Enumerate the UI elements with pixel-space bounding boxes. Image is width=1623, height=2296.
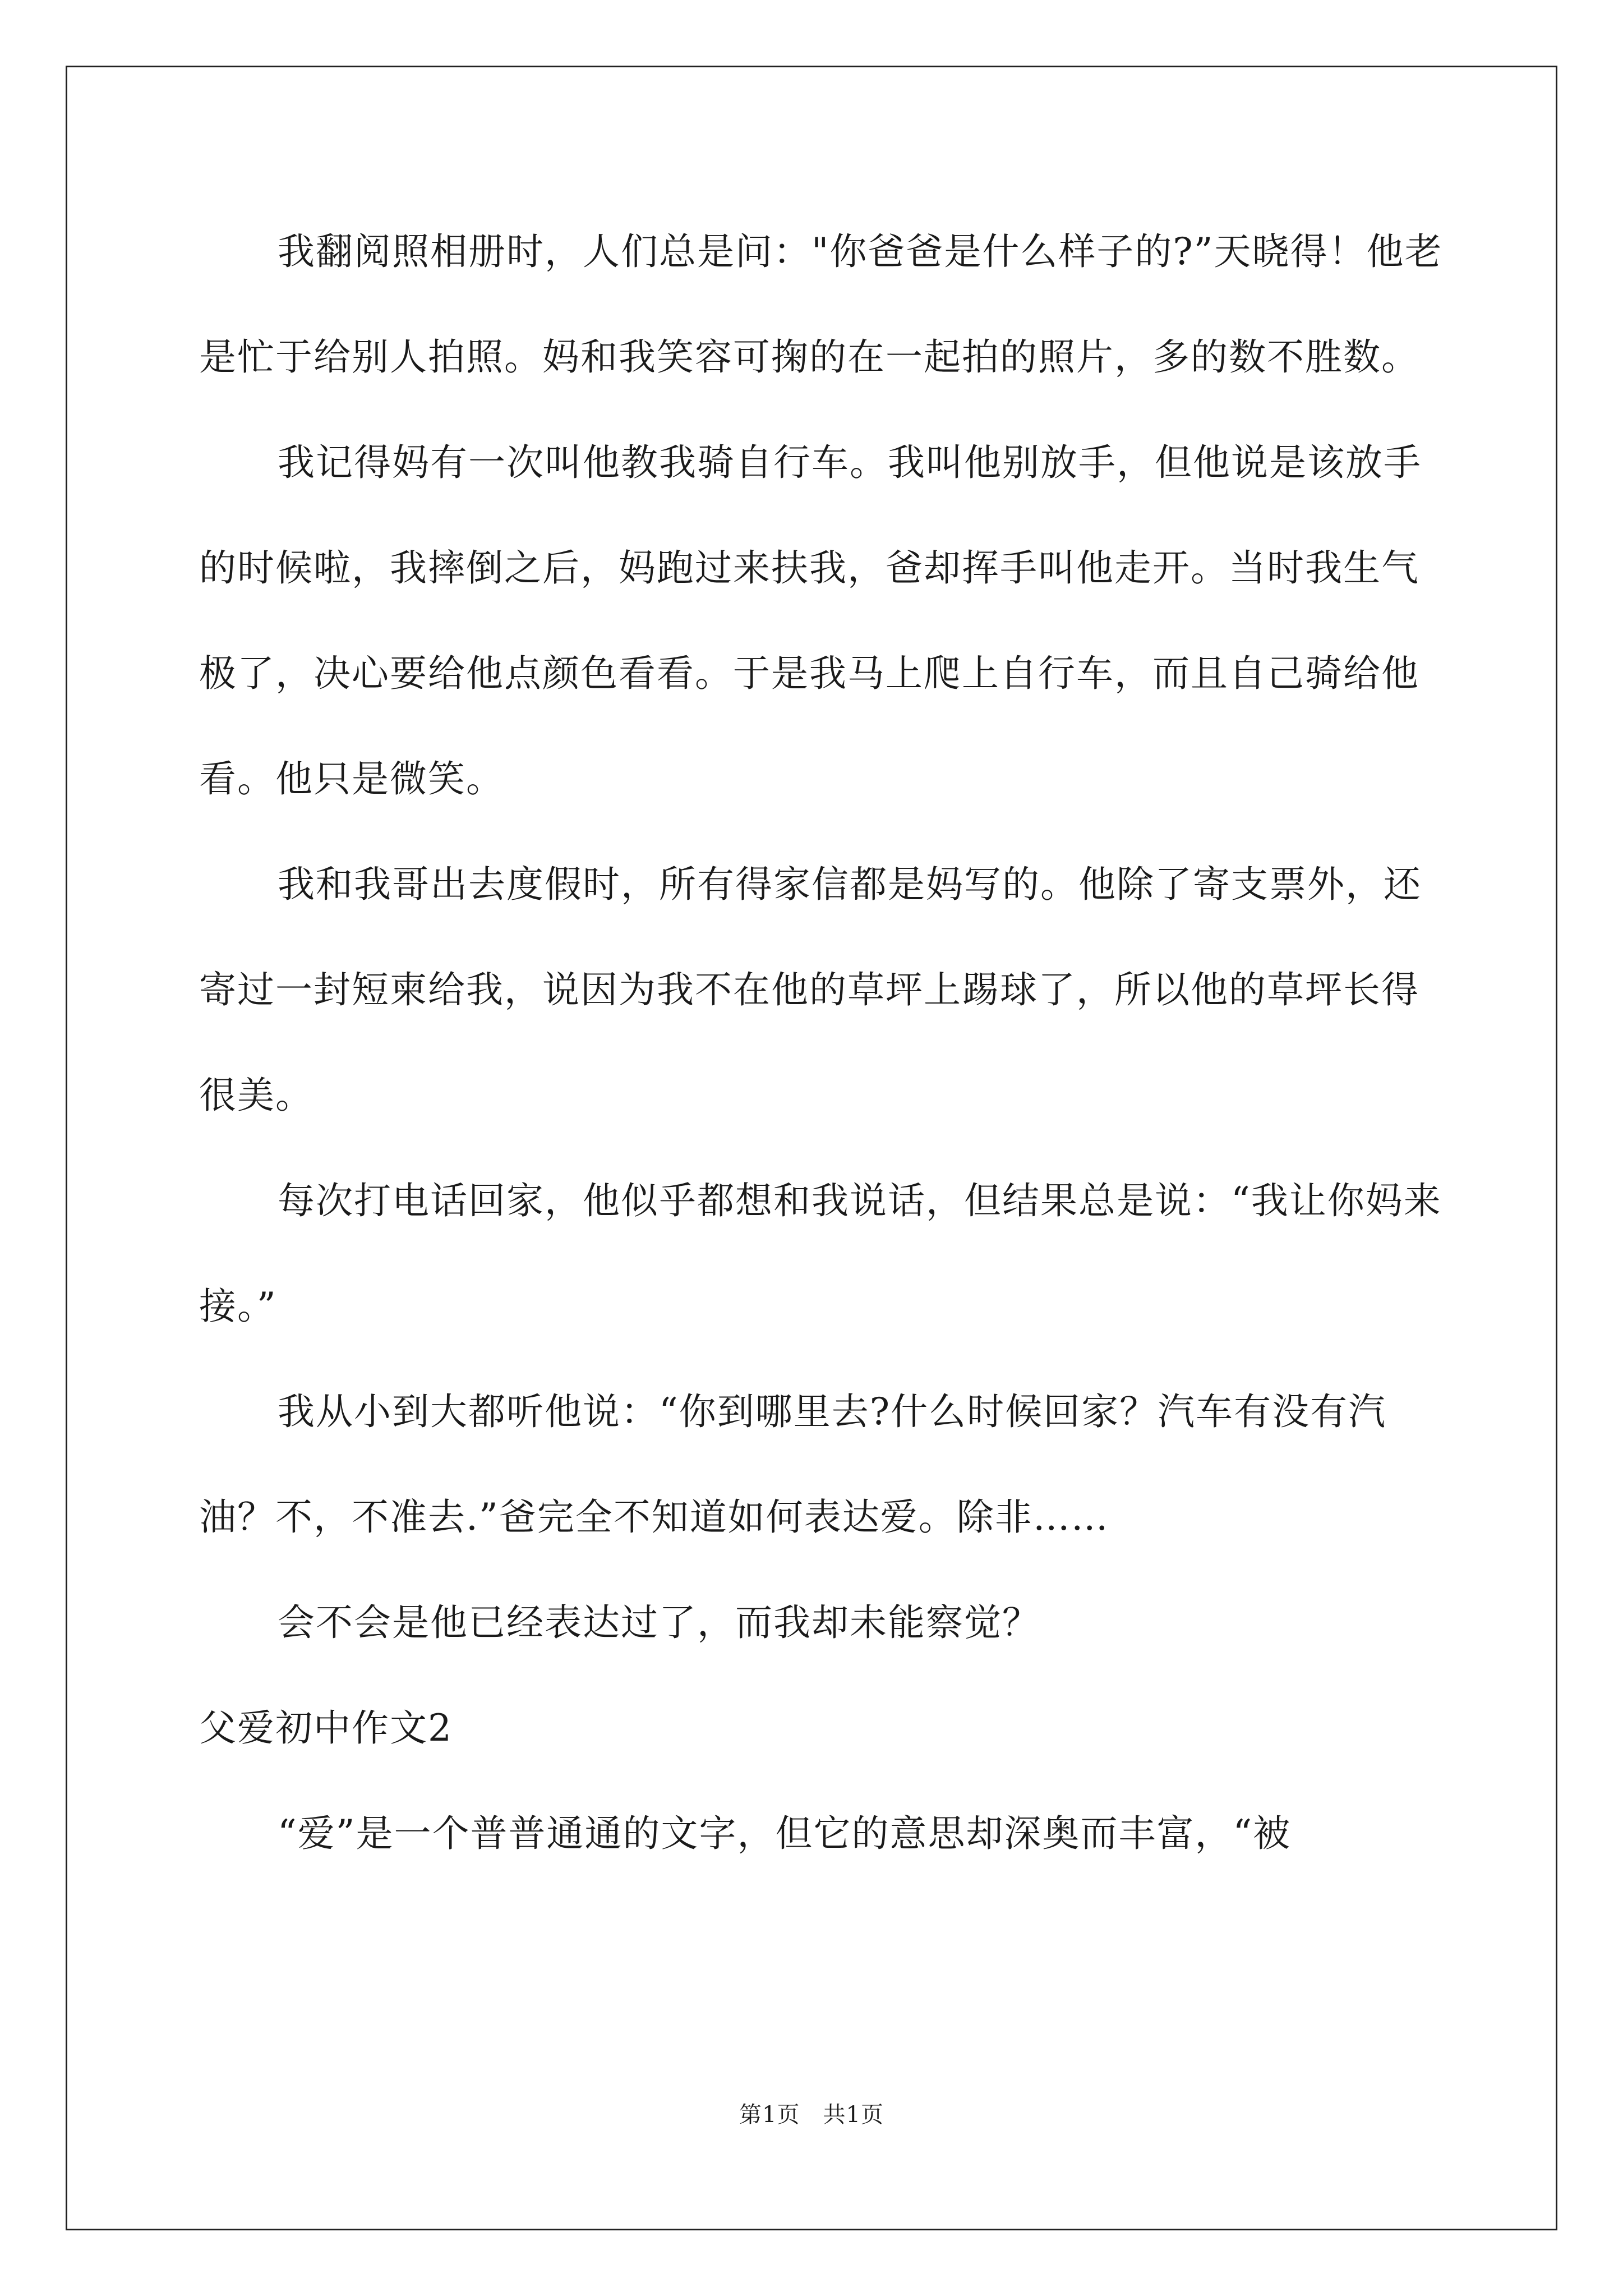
document-body bbox=[199, 199, 1444, 1887]
paragraph-3: 我和我哥出去度假时，所有得家信都是妈写的。他除了寄支票外，还寄过一封短柬给我，说因为我不在他的草坪上踢球了，所以他的草坪长得很美。 bbox=[199, 863, 1422, 1117]
paragraph-7: “爱”是一个普普通通的文字，但它的意思却深奥而丰富，“被 bbox=[278, 1812, 1292, 1855]
paragraph-2: 我记得妈有一次叫他教我骑自行车。我叫他别放手，但他说是该放手的时候啦，我摔倒之后，妈跑过来扶我，爸却挥手叫他走开。当时我生气极了，决心要给他点颜色看看。于是我马上爬上自行车，而且自己骑给他看。他只是微笑。 bbox=[199, 441, 1422, 800]
paragraph-4: 每次打电话回家，他似乎都想和我说话，但结果总是说：“我让你妈来接。” bbox=[199, 1179, 1442, 1328]
paragraph-5: 我从小到大都听他说：“你到哪里去?什么时候回家？汽车有没有汽油？不，不准去.”爸完全不知道如何表达爱。除非…… bbox=[199, 1390, 1387, 1539]
paragraph-1: 我翻阅照相册时，人们总是问："你爸爸是什么样子的?”天晓得！他老是忙于给别人拍照。妈和我笑容可掬的在一起拍的照片，多的数不胜数。 bbox=[199, 230, 1443, 379]
page-footer: 第1页 共1页 bbox=[739, 2102, 884, 2128]
section-heading: 父爱初中作文2 bbox=[199, 1706, 453, 1750]
paragraph-6: 会不会是他已经表达过了，而我却未能察觉？ bbox=[278, 1601, 1040, 1644]
